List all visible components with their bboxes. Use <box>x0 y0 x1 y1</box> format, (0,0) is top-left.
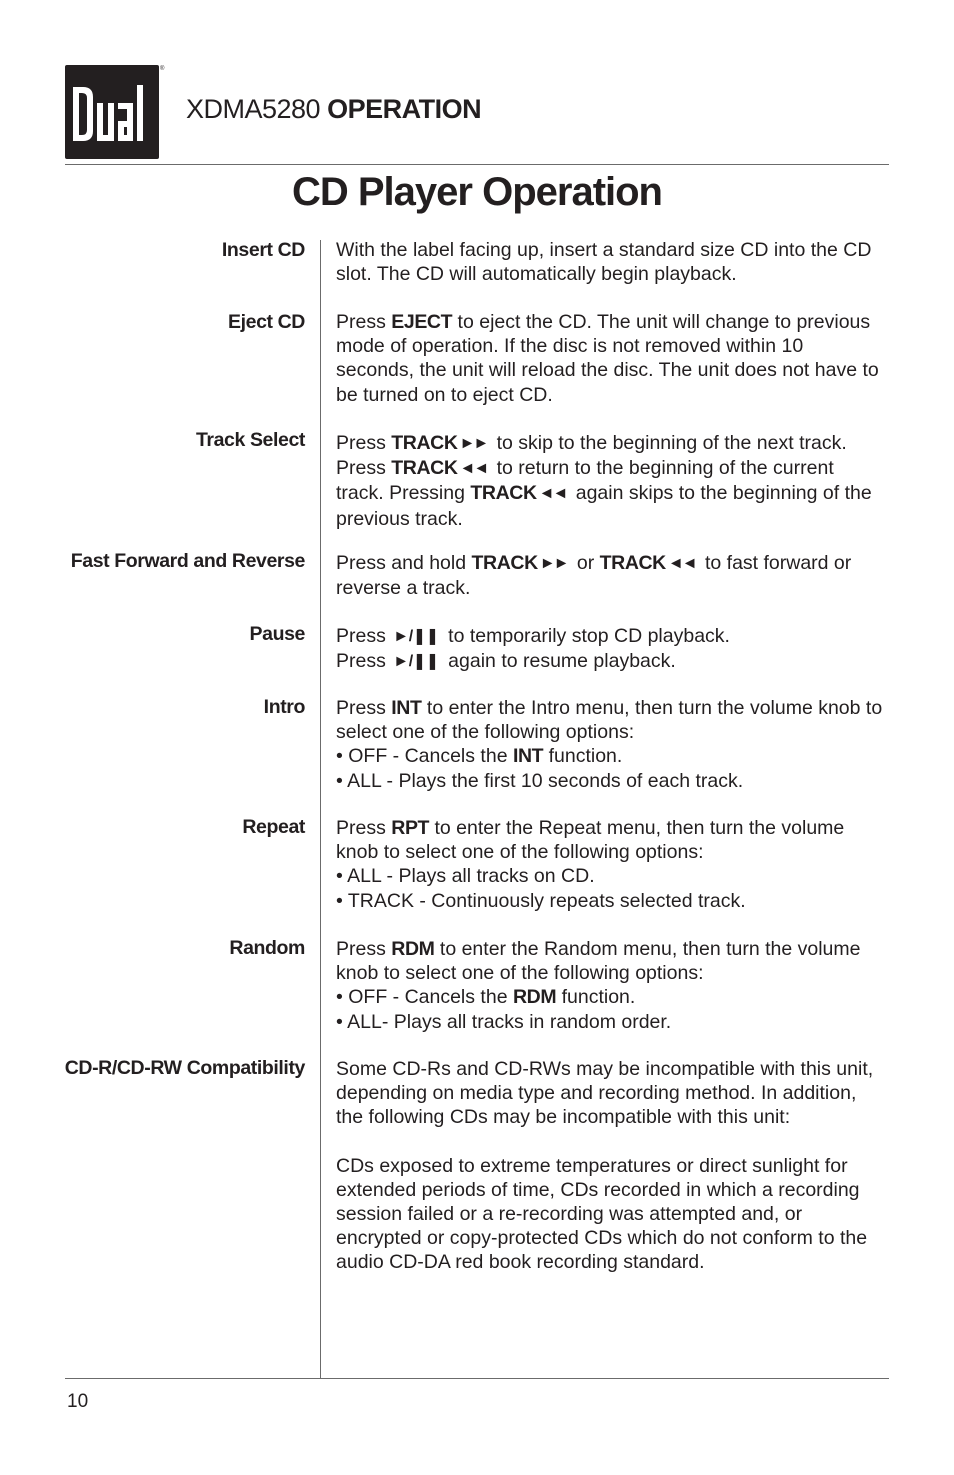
dual-logo <box>65 65 159 159</box>
track-key: TRACK <box>391 457 458 480</box>
label-cdr-compatibility: CD-R/CD-RW Compatibility <box>64 1057 305 1079</box>
desc-random <box>336 937 886 1034</box>
list-item: • ALL- Plays all tracks in random order. <box>336 1010 672 1033</box>
text: Press <box>336 625 392 647</box>
footer-rule <box>65 1378 889 1379</box>
text: • OFF - Cancels the <box>336 986 513 1009</box>
track-key: TRACK <box>471 552 538 574</box>
rewind-icon: ◄◄ <box>538 485 567 503</box>
text: again skips to the beginning of the previous track. <box>336 482 872 530</box>
text: Press <box>336 938 392 960</box>
text: • OFF - Cancels the <box>336 745 513 768</box>
desc-repeat <box>336 816 886 913</box>
text: or <box>571 552 600 574</box>
int-key: INT <box>391 697 422 719</box>
list-item: • TRACK - Continuously repeats selected track. <box>336 889 746 912</box>
rdm-key: RDM <box>391 938 435 960</box>
eject-key: EJECT <box>391 311 453 333</box>
section-header <box>186 94 481 125</box>
dual-logo-wordmark <box>65 65 159 159</box>
track-key: TRACK <box>470 482 537 505</box>
fast-forward-icon: ►► <box>459 435 488 452</box>
text: to enter the Intro menu, then turn the volume knob to select one of the following options: <box>336 697 883 744</box>
desc-eject-cd <box>336 310 886 407</box>
text: Press <box>336 650 392 673</box>
label-track-select: Track Select <box>195 429 305 451</box>
label-eject-cd: Eject CD <box>228 311 305 333</box>
text: to fast forward or reverse a track. <box>336 552 852 600</box>
list-item: • ALL - Plays all tracks on CD. <box>336 865 595 888</box>
text: Press <box>336 817 392 839</box>
page-number: 10 <box>67 1391 89 1412</box>
list-item <box>336 985 886 1009</box>
text: to enter the Random menu, then turn the volume knob to select one of the following options: <box>336 938 861 985</box>
text: to enter the Repeat menu, then turn the volume knob to select one of the following options: <box>336 817 845 864</box>
compatibility-paragraph: CDs exposed to extreme temperatures or direct sunlight for extended periods of time, CDs recorded in which a recording session failed or a re-recording was attempted and, or encrypted or copy-protected CDs which do not conform to the audio CD-DA red book recording standard. <box>336 1154 868 1274</box>
desc-intro <box>336 696 886 793</box>
column-divider <box>320 240 321 1378</box>
desc-track-select <box>336 431 886 531</box>
label-repeat: Repeat <box>242 816 305 838</box>
compatibility-paragraph: Some CD-Rs and CD-RWs may be incompatible with this unit, depending on media type and recording method. In addition, the following CDs may be incompatible with this unit: <box>336 1058 874 1129</box>
section-name: OPERATION <box>327 94 482 124</box>
header-rule <box>65 164 889 165</box>
insert-cd-text: With the label facing up, insert a standard size CD into the CD slot. The CD will automatically begin playback. <box>336 239 872 286</box>
page-title: CD Player Operation <box>291 170 662 214</box>
rdm-key: RDM <box>512 986 557 1009</box>
text: function. <box>556 986 636 1009</box>
text: Press <box>336 432 392 454</box>
desc-fast-forward-reverse <box>336 551 886 600</box>
text: function. <box>543 745 623 768</box>
desc-pause <box>336 624 886 674</box>
track-key: TRACK <box>599 552 666 574</box>
label-fast-forward-reverse: Fast Forward and Reverse <box>70 550 305 572</box>
text: to skip to the beginning of the next track. Press <box>336 432 847 480</box>
registered-mark: ® <box>160 66 165 72</box>
desc-insert-cd <box>336 238 886 286</box>
text: Press and hold <box>336 552 472 574</box>
int-key: INT <box>512 745 544 768</box>
label-pause: Pause <box>249 623 305 645</box>
rewind-icon: ◄◄ <box>667 555 696 572</box>
text: to return to the beginning of the current track. Pressing <box>336 457 834 505</box>
desc-cdr-compatibility <box>336 1057 886 1275</box>
model-number: XDMA5280 <box>186 94 321 124</box>
track-key: TRACK <box>391 432 458 454</box>
list-item <box>336 744 886 768</box>
play-pause-icon: ►/❚❚ <box>393 628 439 645</box>
label-intro: Intro <box>263 696 305 718</box>
fast-forward-icon: ►► <box>539 555 568 572</box>
text: Press <box>336 697 392 719</box>
text: to eject the CD. The unit will change to previous mode of operation. If the disc is not removed within 10 seconds, the unit will reload the disc. The unit does not have to be turned on to eject CD. <box>336 311 879 406</box>
text: again to resume playback. <box>442 650 676 673</box>
play-pause-icon: ►/❚❚ <box>393 653 439 671</box>
text: Press <box>336 311 392 333</box>
label-insert-cd: Insert CD <box>221 239 305 261</box>
list-item: • ALL - Plays the first 10 seconds of each track. <box>336 769 744 792</box>
rewind-icon: ◄◄ <box>459 460 488 478</box>
text: to temporarily stop CD playback. <box>442 625 730 647</box>
rpt-key: RPT <box>391 817 430 839</box>
label-random: Random <box>229 937 305 959</box>
